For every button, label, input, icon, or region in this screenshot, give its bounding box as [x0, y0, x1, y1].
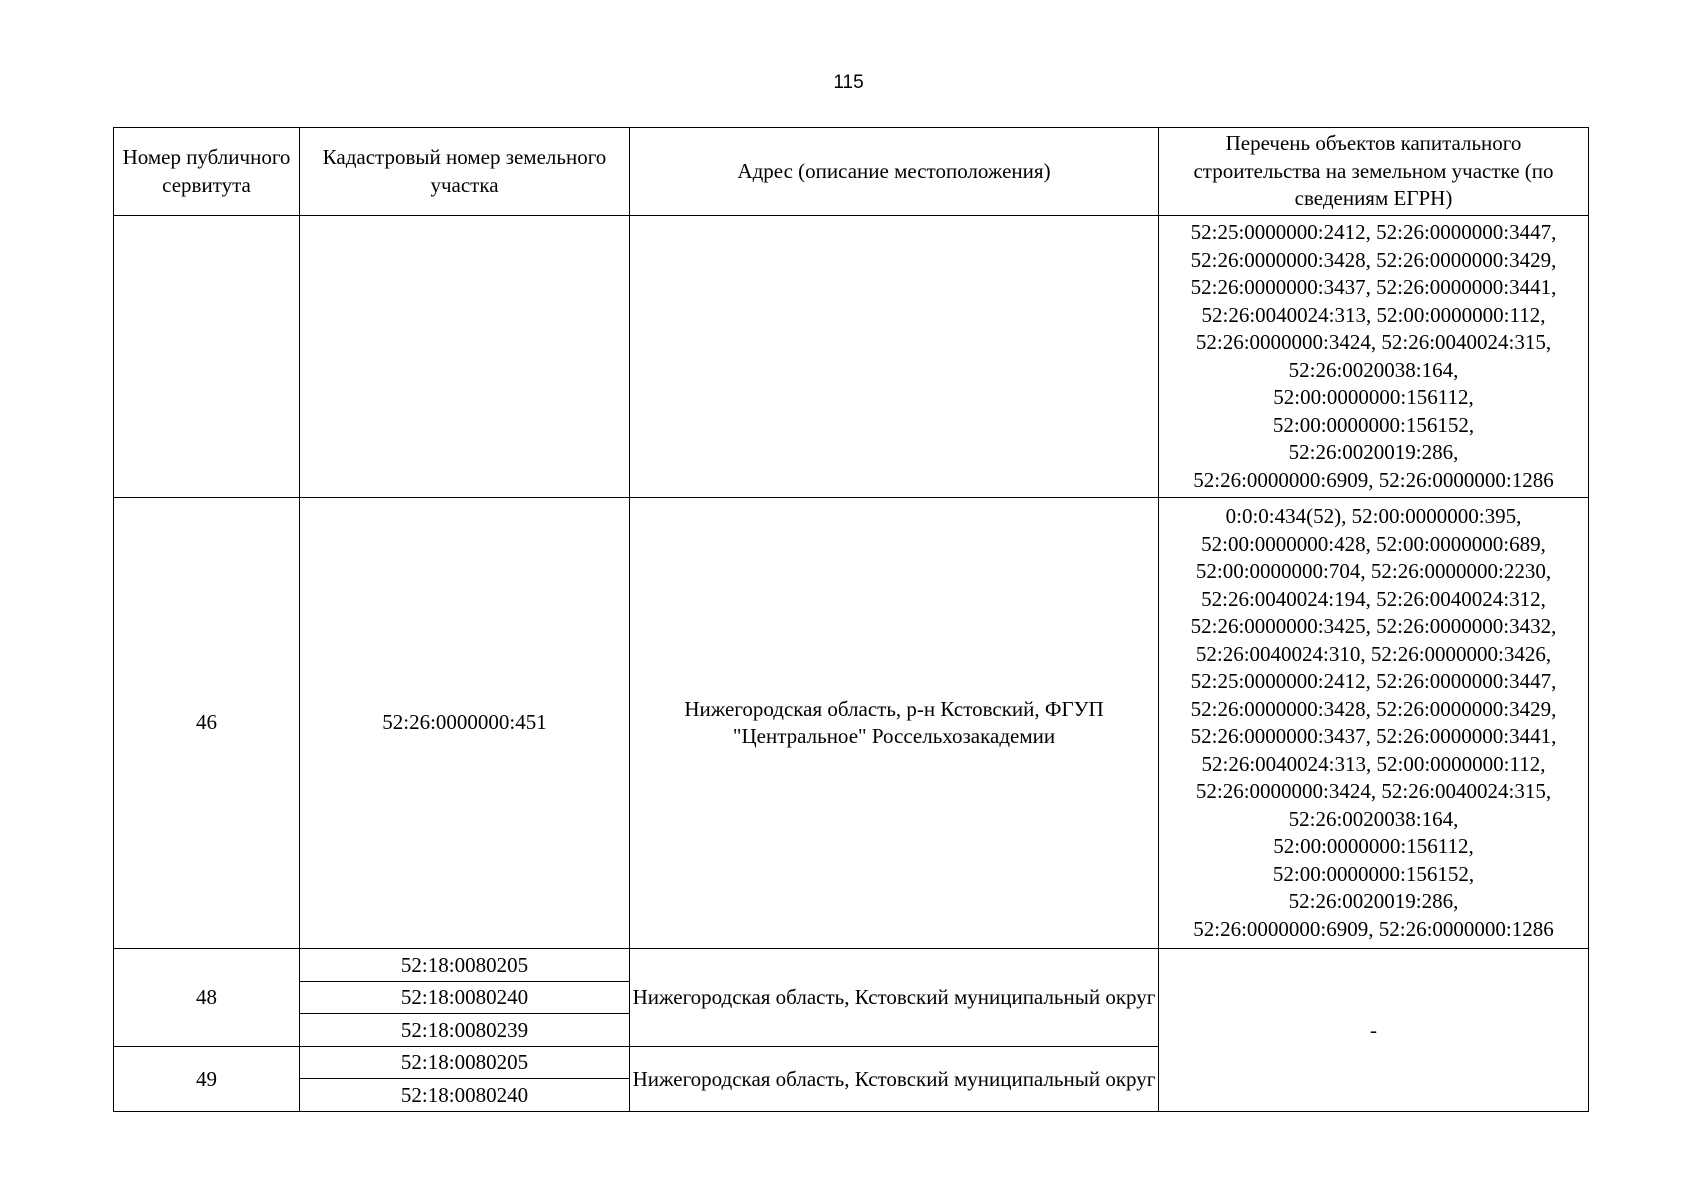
object-line: 52:00:0000000:156152,	[1272, 861, 1475, 886]
cell-address: Нижегородская область, Кстовский муниципальный округ	[630, 1046, 1159, 1111]
object-line: 52:26:0040024:313, 52:00:0000000:112,	[1201, 751, 1546, 776]
object-line: 52:00:0000000:156112,	[1273, 834, 1474, 858]
header-cadastral-number: Кадастровый номер земельного участка	[300, 128, 630, 216]
object-line: 0:0:0:434(52), 52:00:0000000:395,	[1225, 504, 1522, 528]
object-line: 52:26:0020019:286,	[1288, 440, 1459, 464]
table-row	[114, 949, 1589, 982]
cell-cadastral-number: 52:26:0000000:451	[300, 498, 630, 949]
object-line: 52:26:0000000:3424, 52:26:0040024:315,	[1195, 330, 1552, 354]
header-address: Адрес (описание местоположения)	[630, 128, 1159, 216]
header-servitude-number: Номер публичного сервитута	[114, 128, 300, 216]
cell-cadastral-number: 52:18:0080240	[300, 981, 630, 1014]
object-line: 52:26:0000000:3425, 52:26:0000000:3432,	[1190, 614, 1557, 638]
cell-cadastral-number: 52:18:0080205	[300, 949, 630, 982]
object-line: 52:26:0040024:194, 52:26:0040024:312,	[1201, 586, 1546, 611]
object-line: 52:26:0000000:3428, 52:26:0000000:3429,	[1190, 247, 1557, 272]
table-header-row	[114, 128, 1589, 216]
header-objects-list: Перечень объектов капитального строительства на земельном участке (по сведениям ЕГРН)	[1159, 128, 1589, 216]
object-line: 52:00:0000000:156112,	[1273, 385, 1474, 409]
object-line: 52:26:0000000:3424, 52:26:0040024:315,	[1195, 779, 1552, 803]
object-line: 52:00:0000000:156152,	[1272, 412, 1475, 437]
cell-cadastral-number: 52:18:0080240	[300, 1079, 630, 1112]
cell-objects-list	[1159, 216, 1589, 498]
object-line: 52:26:0020038:164,	[1288, 806, 1459, 831]
object-line: 52:26:0000000:6909, 52:26:0000000:1286	[1193, 467, 1554, 492]
object-line: 52:26:0000000:6909, 52:26:0000000:1286	[1193, 916, 1554, 941]
object-line: 52:25:0000000:2412, 52:26:0000000:3447,	[1190, 669, 1557, 693]
object-line: 52:26:0000000:3437, 52:26:0000000:3441,	[1190, 724, 1557, 748]
cell-servitude-number: 48	[114, 949, 300, 1047]
object-line: 52:25:0000000:2412, 52:26:0000000:3447,	[1190, 220, 1557, 244]
cell-objects-list: -	[1159, 949, 1589, 1112]
cell-address: Нижегородская область, р-н Кстовский, ФГУП "Центральное" Россельхозакадемии	[630, 498, 1159, 949]
object-line: 52:26:0020038:164,	[1288, 357, 1459, 382]
cell-servitude-number: 46	[114, 498, 300, 949]
servitude-table	[113, 127, 1589, 1112]
object-line: 52:00:0000000:428, 52:00:0000000:689,	[1201, 531, 1546, 556]
object-line: 52:26:0040024:313, 52:00:0000000:112,	[1201, 302, 1546, 327]
object-line: 52:26:0000000:3428, 52:26:0000000:3429,	[1190, 696, 1557, 721]
cell-address	[630, 216, 1159, 498]
page-number: 115	[833, 72, 864, 93]
object-line: 52:26:0020019:286,	[1288, 889, 1459, 913]
object-line: 52:00:0000000:704, 52:26:0000000:2230,	[1195, 559, 1552, 583]
table-row	[114, 498, 1589, 949]
cell-address: Нижегородская область, Кстовский муниципальный округ	[630, 949, 1159, 1047]
cell-servitude-number: 49	[114, 1046, 300, 1111]
cell-cadastral-number: 52:18:0080239	[300, 1014, 630, 1047]
table-row	[114, 216, 1589, 498]
cell-cadastral-number: 52:18:0080205	[300, 1046, 630, 1079]
cell-cadastral-number	[300, 216, 630, 498]
cell-servitude-number	[114, 216, 300, 498]
object-line: 52:26:0000000:3437, 52:26:0000000:3441,	[1190, 275, 1557, 299]
cell-objects-list	[1159, 498, 1589, 949]
object-line: 52:26:0040024:310, 52:26:0000000:3426,	[1195, 641, 1552, 666]
